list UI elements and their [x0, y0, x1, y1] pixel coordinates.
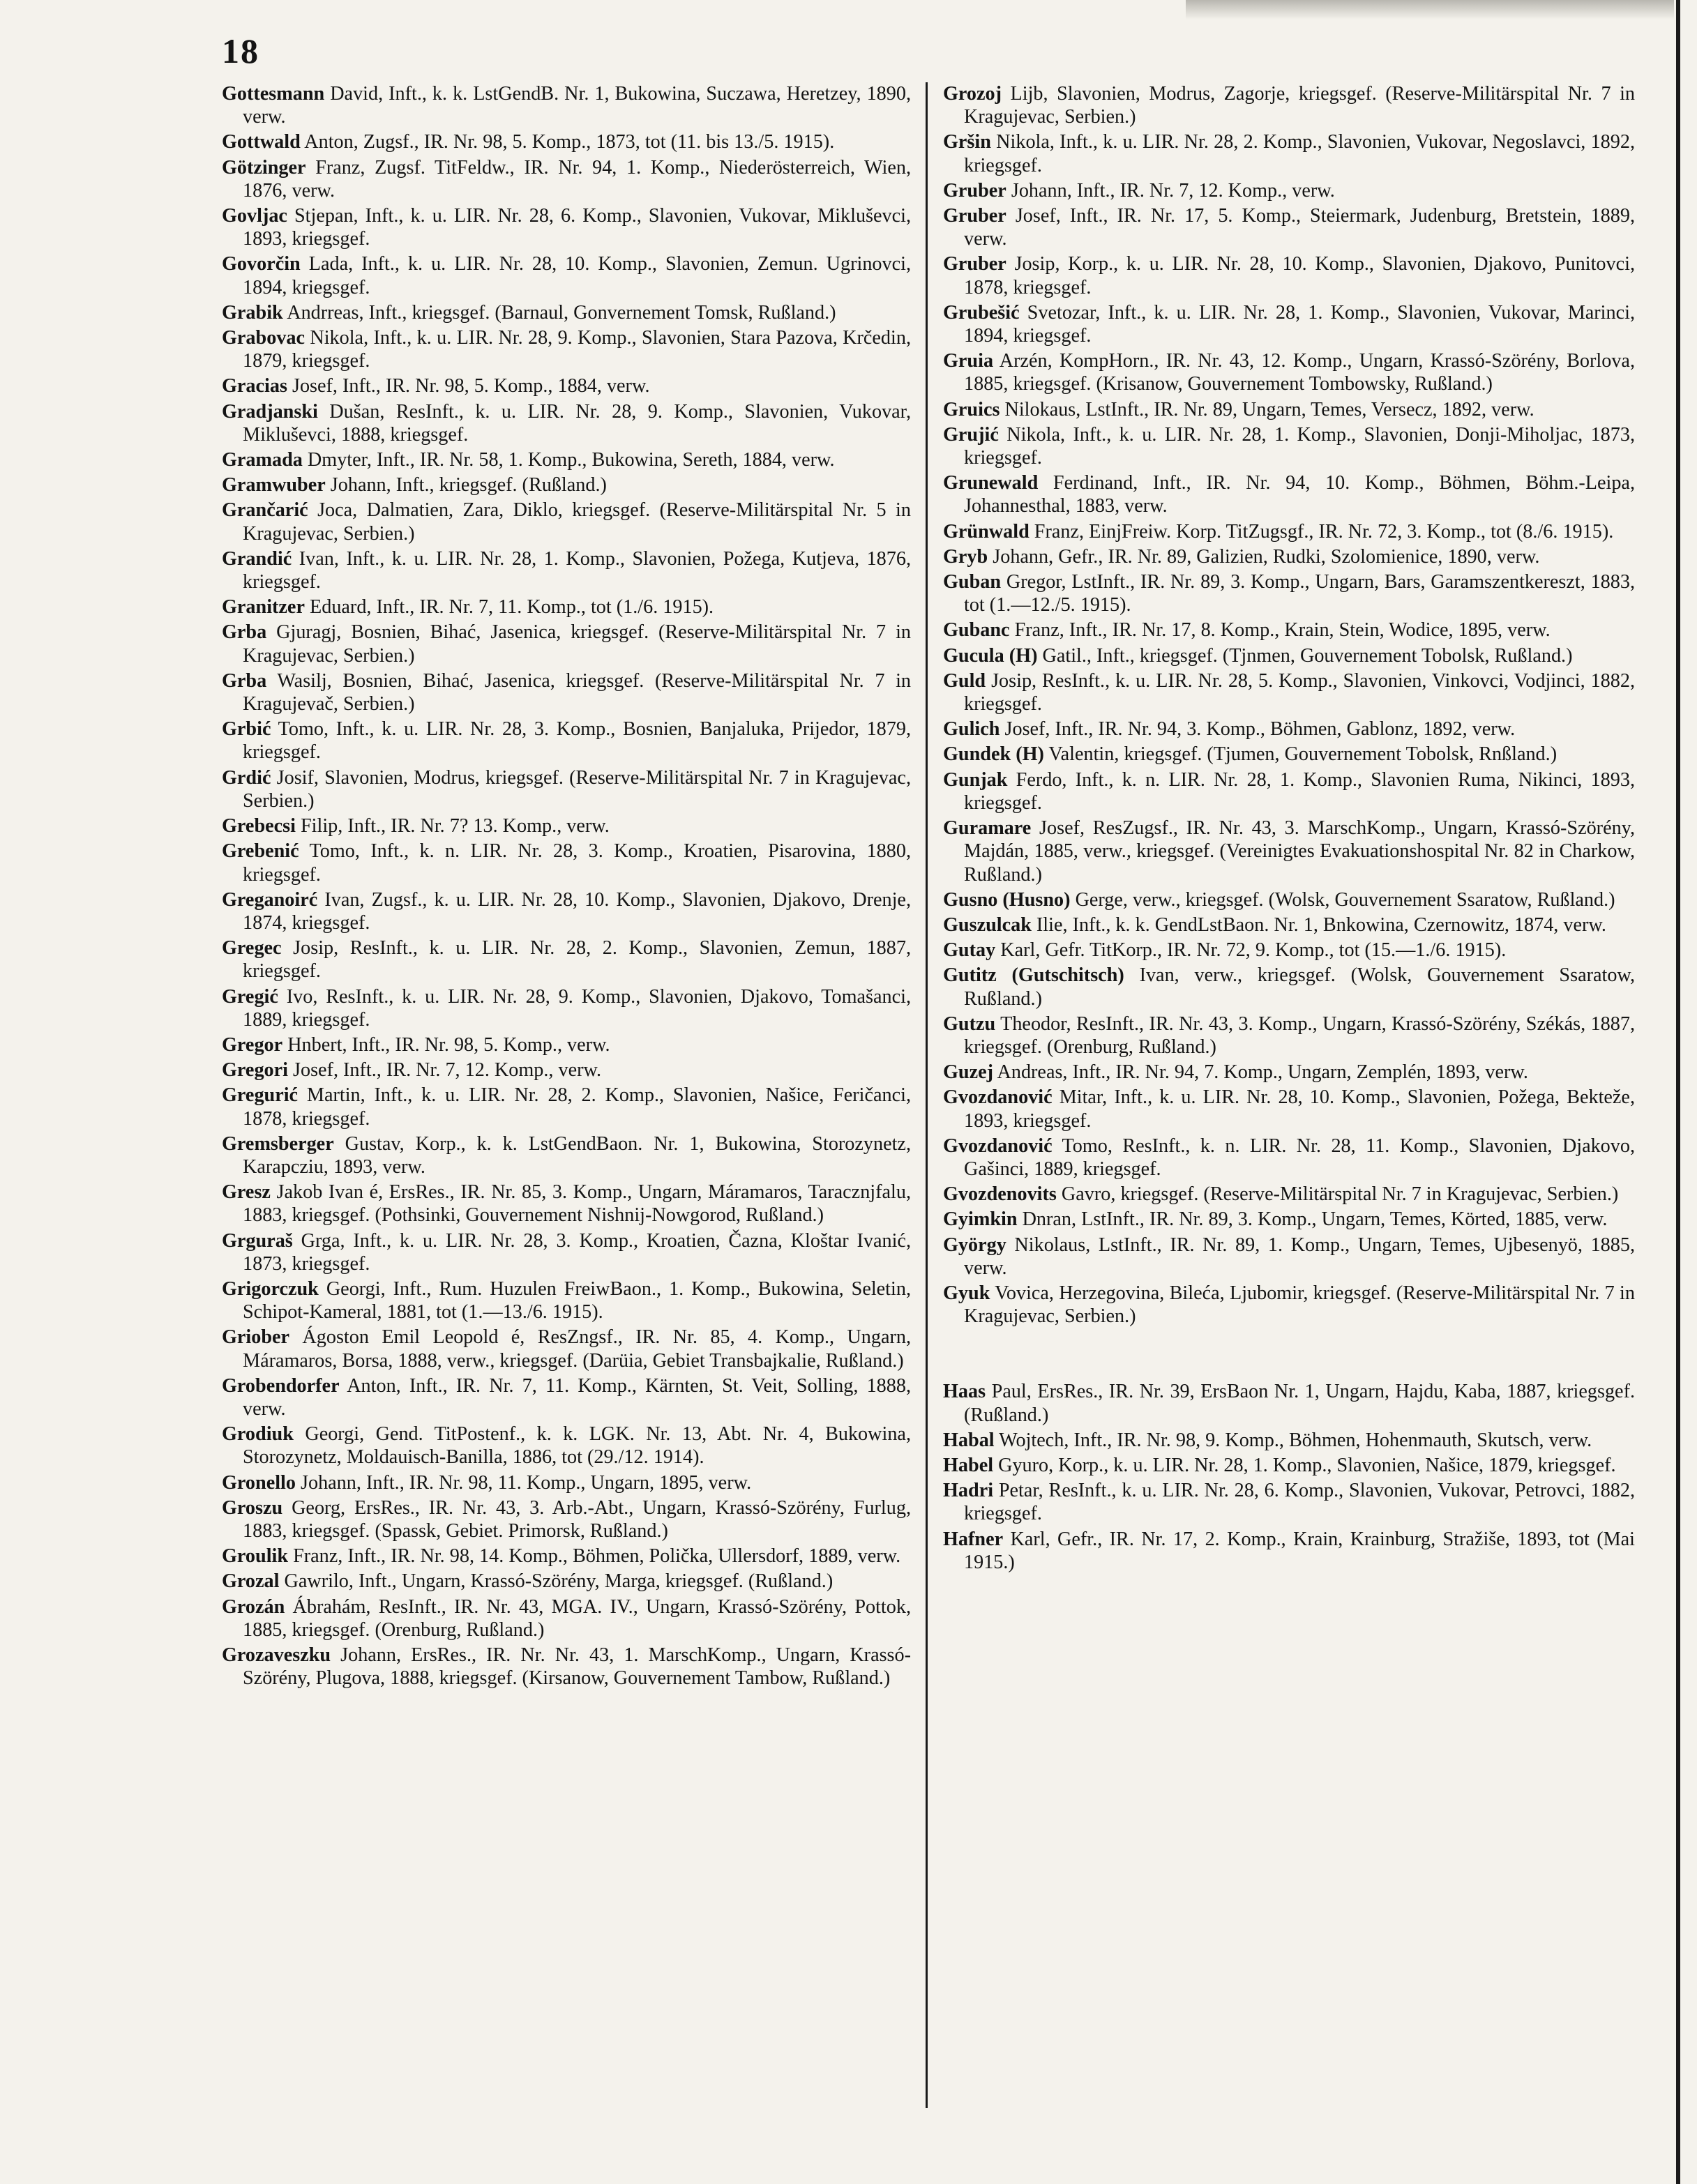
column-divider	[926, 82, 928, 2108]
register-entry	[222, 1644, 911, 1690]
register-entry	[943, 913, 1635, 936]
entry-details: Lada, Inft., k. u. LIR. Nr. 28, 10. Komp., Slavonien, Zemun. Ugrinovci, 1894, kriegsgef.	[243, 253, 911, 298]
register-entry	[943, 718, 1635, 741]
entry-details: Dnran, LstInft., IR. Nr. 89, 3. Komp., Ungarn, Temes, Körted, 1885, verw.	[1017, 1208, 1608, 1231]
entry-details: Tomo, Inft., k. n. LIR. Nr. 28, 3. Komp., Kroatien, Pisarovina, 1880, kriegsgef.	[243, 840, 911, 886]
entry-surname: Götzinger	[222, 156, 306, 179]
entry-surname: Gronello	[222, 1471, 296, 1494]
entry-details: Gawrilo, Inft., Ungarn, Krassó-Szörény, Marga, kriegsgef. (Rußland.)	[279, 1570, 834, 1593]
register-entry	[222, 130, 911, 153]
entry-surname: Granitzer	[222, 596, 305, 619]
entry-surname: Gracias	[222, 375, 287, 397]
entry-details: Valentin, kriegsgef. (Tjumen, Gouvernement Tobolsk, Rnßland.)	[1043, 743, 1558, 766]
register-entry	[222, 1545, 911, 1568]
register-entry	[943, 768, 1635, 814]
entry-surname: Griober	[222, 1326, 290, 1349]
register-entry	[222, 1570, 911, 1593]
register-entry	[222, 1059, 911, 1082]
entry-surname: Grubešić	[943, 301, 1020, 324]
register-entry	[222, 400, 911, 446]
entry-details: Karl, Gefr., IR. Nr. 17, 2. Komp., Krain, Krainburg, Stražiše, 1893, tot (Mai 1915.)	[964, 1528, 1635, 1573]
register-entry	[222, 1471, 911, 1494]
register-entry	[943, 82, 1635, 128]
entry-details: Josip, ResInft., k. u. LIR. Nr. 28, 2. Komp., Slavonien, Zemun, 1887, kriegsgef.	[243, 937, 911, 983]
register-entry	[943, 570, 1635, 616]
entry-surname: Gruics	[943, 398, 1000, 420]
entry-surname: Groszu	[222, 1496, 283, 1519]
entry-details: Mitar, Inft., k. u. LIR. Nr. 28, 10. Komp., Slavonien, Požega, Bekteže, 1893, kriegsgef.	[964, 1086, 1635, 1132]
register-entry	[943, 1183, 1635, 1206]
register-entry	[943, 964, 1635, 1010]
entry-details: Dušan, ResInft., k. u. LIR. Nr. 28, 9. Komp., Slavonien, Vukovar, Mikluševci, 1888, kriegsgef.	[243, 400, 911, 446]
entry-surname: Grandić	[222, 547, 292, 570]
entry-details: Nikola, Inft., k. u. LIR. Nr. 28, 9. Komp., Slavonien, Stara Pazova, Krčedin, 1879, kriegsgef.	[243, 327, 911, 372]
register-entry	[943, 545, 1635, 568]
entry-details: Franz, Zugsf. TitFeldw., IR. Nr. 94, 1. Komp., Niederösterreich, Wien, 1876, verw.	[243, 156, 911, 202]
register-entry	[943, 619, 1635, 642]
register-entry	[943, 398, 1635, 421]
register-entry	[943, 1234, 1635, 1280]
entry-surname: Gruber	[943, 253, 1006, 275]
entry-surname: Gramada	[222, 449, 303, 471]
entry-details: Martin, Inft., k. u. LIR. Nr. 28, 2. Komp., Slavonien, Našice, Feričanci, 1878, kriegsgef.	[243, 1084, 911, 1130]
register-entry	[943, 204, 1635, 250]
entry-surname: Haas	[943, 1381, 986, 1403]
entry-surname: Grba	[222, 669, 267, 692]
entry-surname: Habel	[943, 1454, 994, 1476]
entry-details: Petar, ResInft., k. u. LIR. Nr. 28, 6. Komp., Slavonien, Vukovar, Petrovci, 1882, kriegsgef.	[964, 1480, 1635, 1525]
entry-surname: Grebecsi	[222, 815, 296, 837]
register-entry	[222, 1084, 911, 1130]
register-entry	[943, 1528, 1635, 1574]
entry-surname: Gunjak	[943, 768, 1008, 791]
entry-details: Theodor, ResInft., IR. Nr. 43, 3. Komp., Ungarn, Krassó-Szörény, Székás, 1887, kriegsgef. (Orenburg, Rußland.)	[964, 1013, 1635, 1058]
entry-surname: Gruia	[943, 350, 994, 372]
entry-details: Anton, Zugsf., IR. Nr. 98, 5. Komp., 1873, tot (11. bis 13./5. 1915).	[300, 131, 835, 153]
entry-surname: Guld	[943, 669, 986, 692]
entry-surname: Gvozdanović	[943, 1135, 1053, 1157]
register-entry	[943, 423, 1635, 469]
entry-details: Ilie, Inft., k. k. GendLstBaon. Nr. 1, Bnkowina, Czernowitz, 1874, verw.	[1031, 913, 1606, 936]
right-column	[943, 82, 1635, 1576]
entry-surname: Gršin	[943, 131, 991, 153]
entry-surname: Gyimkin	[943, 1208, 1018, 1231]
entry-details: Franz, EinjFreiw. Korp. TitZugsgf., IR. Nr. 72, 3. Komp., tot (8./6. 1915).	[1029, 520, 1614, 543]
register-entry	[943, 301, 1635, 347]
register-entry	[943, 743, 1635, 766]
register-entry	[222, 596, 911, 619]
entry-surname: Gradjanski	[222, 400, 318, 423]
register-entry	[943, 1454, 1635, 1477]
entry-surname: Gutay	[943, 939, 996, 962]
entry-details: Gavro, kriegsgef. (Reserve-Militärspital Nr. 7 in Kragujevac, Serbien.)	[1056, 1183, 1619, 1206]
entry-details: Josef, Inft., IR. Nr. 7, 12. Komp., verw.	[287, 1059, 602, 1082]
entry-surname: Govljac	[222, 205, 287, 227]
entry-details: Grga, Inft., k. u. LIR. Nr. 28, 3. Komp., Kroatien, Čazna, Kloštar Ivanić, 1873, kriegsgef.	[243, 1229, 911, 1275]
entry-surname: Gyuk	[943, 1282, 990, 1304]
entry-details: Gjuragj, Bosnien, Bihać, Jasenica, kriegsgef. (Reserve-Militärspital Nr. 7 in Kragujevac, Serbien.)	[243, 621, 911, 667]
register-entry	[943, 1061, 1635, 1084]
entry-surname: Grančarić	[222, 499, 308, 522]
entry-details: Nikola, Inft., k. u. LIR. Nr. 28, 1. Komp., Slavonien, Donji-Miholjac, 1873, kriegsgef.	[964, 423, 1635, 469]
entry-details: Johann, ErsRes., IR. Nr. Nr. 43, 1. MarschKomp., Ungarn, Krassó-Szörény, Plugova, 1888, kriegsgef. (Kirsanow, Gouvernement Tambow, Rußland.)	[243, 1644, 911, 1690]
register-entry	[222, 1181, 911, 1227]
register-entry	[943, 1135, 1635, 1181]
register-entry	[222, 1374, 911, 1420]
register-entry	[943, 817, 1635, 886]
register-entry	[943, 1380, 1635, 1426]
entry-surname: Gresz	[222, 1181, 271, 1204]
entry-surname: Gregor	[222, 1033, 283, 1056]
entry-details: Georg, ErsRes., IR. Nr. 43, 3. Arb.-Abt., Ungarn, Krassó-Szörény, Furlug, 1883, kriegsgef. (Spassk, Gebiet. Primorsk, Rußland.)	[243, 1496, 911, 1542]
entry-surname: Habal	[943, 1429, 995, 1451]
register-entry	[222, 1132, 911, 1178]
section-g	[943, 82, 1635, 1328]
left-column	[222, 82, 911, 1692]
entry-surname: Gregori	[222, 1059, 288, 1082]
entry-details: Franz, Inft., IR. Nr. 17, 8. Komp., Krain, Stein, Wodice, 1895, verw.	[1009, 619, 1551, 642]
entry-details: Gerge, verw., kriegsgef. (Wolsk, Gouvernement Ssaratow, Rußland.)	[1070, 888, 1615, 911]
register-entry	[222, 156, 911, 202]
entry-details: Andrreas, Inft., kriegsgef. (Barnaul, Gonvernement Tomsk, Rußland.)	[282, 301, 836, 324]
entry-surname: Groulik	[222, 1545, 289, 1568]
entry-details: Ábrahám, ResInft., IR. Nr. 43, MGA. IV., Ungarn, Krassó-Szörény, Pottok, 1885, kriegsgef. (Orenburg, Rußland.)	[243, 1595, 911, 1641]
register-entry	[943, 644, 1635, 667]
register-entry	[943, 471, 1635, 517]
entry-details: Ferdo, Inft., k. n. LIR. Nr. 28, 1. Komp., Slavonien Ruma, Nikinci, 1893, kriegsgef.	[964, 768, 1635, 814]
entry-details: Ivan, Zugsf., k. u. LIR. Nr. 28, 10. Komp., Slavonien, Djakovo, Drenje, 1874, kriegsgef.	[243, 888, 911, 934]
entry-details: Franz, Inft., IR. Nr. 98, 14. Komp., Böhmen, Polička, Ullersdorf, 1889, verw.	[288, 1545, 901, 1568]
entry-details: Johann, Inft., kriegsgef. (Rußland.)	[325, 474, 607, 496]
register-entry	[943, 669, 1635, 715]
register-entry	[943, 1429, 1635, 1452]
entry-surname: Gubanc	[943, 619, 1010, 642]
entry-surname: Grebenić	[222, 840, 299, 863]
entry-details: Gustav, Korp., k. k. LstGendBaon. Nr. 1, Bukowina, Storozynetz, Karapcziu, 1893, verw.	[243, 1132, 911, 1178]
entry-details: Josip, Korp., k. u. LIR. Nr. 28, 10. Komp., Slavonien, Djakovo, Punitovci, 1878, kriegsgef.	[964, 253, 1635, 298]
entry-surname: Gvozdenovits	[943, 1183, 1057, 1206]
entry-surname: Grujić	[943, 423, 999, 446]
entry-details: Tomo, ResInft., k. n. LIR. Nr. 28, 11. Komp., Slavonien, Djakovo, Gašinci, 1889, kriegsgef.	[964, 1135, 1635, 1180]
entry-details: Georgi, Inft., Rum. Huzulen FreiwBaon., 1. Komp., Bukowina, Seletin, Schipot-Kameral, 1881, tot (1.—13./6. 1915).	[243, 1277, 911, 1324]
entry-surname: Greganoirć	[222, 888, 318, 911]
page-edge	[1676, 0, 1680, 2184]
entry-surname: Grbić	[222, 718, 271, 741]
entry-surname: Gvozdanović	[943, 1086, 1053, 1109]
entry-surname: Gucula (H)	[943, 644, 1038, 667]
register-entry	[222, 301, 911, 324]
entry-details: Ferdinand, Inft., IR. Nr. 94, 10. Komp., Böhmen, Böhm.-Leipa, Johannesthal, 1883, verw.	[964, 472, 1635, 517]
entry-details: Georgi, Gend. TitPostenf., k. k. LGK. Nr. 13, Abt. Nr. 4, Bukowina, Storozynetz, Moldauisch-Banilla, 1886, tot (29./12. 1914).	[243, 1423, 911, 1469]
register-entry	[222, 499, 911, 545]
register-entry	[943, 1282, 1635, 1328]
entry-surname: Grabik	[222, 301, 283, 324]
entry-details: Nikola, Inft., k. u. LIR. Nr. 28, 2. Komp., Slavonien, Vukovar, Negoslavci, 1892, kriegsgef.	[964, 131, 1635, 176]
entry-surname: Grunewald	[943, 472, 1039, 494]
register-entry	[222, 252, 911, 298]
entry-surname: Grabovac	[222, 327, 305, 349]
entry-details: Nilokaus, LstInft., IR. Nr. 89, Ungarn, Temes, Versecz, 1892, verw.	[1000, 398, 1534, 420]
register-entry	[222, 1423, 911, 1469]
entry-details: Stjepan, Inft., k. u. LIR. Nr. 28, 6. Komp., Slavonien, Vukovar, Mikluševci, 1893, kriegsgef.	[243, 205, 911, 250]
register-entry	[222, 840, 911, 886]
entry-details: Vovica, Herzegovina, Bileća, Ljubomir, kriegsgef. (Reserve-Militärspital Nr. 7 in Kragujevac, Serbien.)	[964, 1282, 1635, 1328]
register-entry	[943, 1479, 1635, 1525]
entry-details: Filip, Inft., IR. Nr. 7? 13. Komp., verw.	[295, 815, 610, 837]
entry-surname: Grguraš	[222, 1229, 293, 1252]
entry-details: Ivan, Inft., k. u. LIR. Nr. 28, 1. Komp., Slavonien, Požega, Kutjeva, 1876, kriegsgef.	[243, 547, 911, 593]
entry-surname: Gruber	[943, 205, 1006, 227]
entry-details: Joca, Dalmatien, Zara, Diklo, kriegsgef. (Reserve-Militärspital Nr. 5 in Kragujevac, Serbien.)	[243, 499, 911, 545]
entry-surname: Grobendorfer	[222, 1374, 340, 1397]
register-entry	[943, 1013, 1635, 1059]
entry-surname: Gottesmann	[222, 83, 325, 105]
entry-surname: Grdić	[222, 766, 271, 789]
register-entry	[222, 204, 911, 250]
entry-details: Gregor, LstInft., IR. Nr. 89, 3. Komp., Ungarn, Bars, Garamszentkereszt, 1883, tot (1.—12./5. 1915).	[964, 571, 1635, 616]
entry-details: Ivo, ResInft., k. u. LIR. Nr. 28, 9. Komp., Slavonien, Djakovo, Tomašanci, 1889, kriegsgef.	[243, 985, 911, 1031]
register-entry	[943, 130, 1635, 176]
entry-surname: Grünwald	[943, 520, 1029, 543]
entry-surname: Gusno (Husno)	[943, 888, 1071, 911]
entry-surname: Gulich	[943, 718, 1000, 741]
section-gap	[943, 1330, 1635, 1380]
entry-surname: Gryb	[943, 545, 988, 568]
entry-details: Josef, ResZugsf., IR. Nr. 43, 3. MarschKomp., Ungarn, Krassó-Szörény, Majdán, 1885, verw., kriegsgef. (Vereinigtes Evakuationshospital Nr. 82 in Charkow, Rußland.)	[964, 817, 1635, 886]
entry-surname: Guszulcak	[943, 913, 1032, 936]
register-entry	[222, 766, 911, 812]
register-entry	[222, 1033, 911, 1056]
register-entry	[222, 718, 911, 764]
register-entry	[222, 473, 911, 496]
entry-surname: Grodiuk	[222, 1423, 294, 1446]
entry-details: Wasilj, Bosnien, Bihać, Jasenica, kriegsgef. (Reserve-Militärspital Nr. 7 in Kragujevač, Serbien.)	[243, 669, 911, 715]
entry-details: Dmyter, Inft., IR. Nr. 58, 1. Komp., Bukowina, Sereth, 1884, verw.	[302, 449, 835, 471]
register-entry	[943, 349, 1635, 395]
entry-details: Hnbert, Inft., IR. Nr. 98, 5. Komp., verw.	[282, 1033, 610, 1056]
register-entry	[222, 374, 911, 397]
entry-surname: Grozaveszku	[222, 1644, 331, 1666]
entry-details: Paul, ErsRes., IR. Nr. 39, ErsBaon Nr. 1, Ungarn, Hajdu, Kaba, 1887, kriegsgef. (Rußland.)	[964, 1381, 1635, 1426]
register-entry	[222, 1326, 911, 1372]
register-entry	[943, 1208, 1635, 1231]
entry-surname: Grozán	[222, 1595, 285, 1618]
entry-surname: Guzej	[943, 1061, 994, 1084]
register-entry	[943, 1086, 1635, 1132]
register-entry	[222, 669, 911, 715]
entry-details: Josef, Inft., IR. Nr. 94, 3. Komp., Böhmen, Gablonz, 1892, verw.	[1000, 718, 1516, 741]
entry-details: Josif, Slavonien, Modrus, kriegsgef. (Reserve-Militärspital Nr. 7 in Kragujevac, Serbien.)	[243, 766, 911, 812]
entry-details: Wojtech, Inft., IR. Nr. 98, 9. Komp., Böhmen, Hohenmauth, Skutsch, verw.	[994, 1429, 1592, 1451]
scan-shadow	[1186, 0, 1674, 20]
entry-surname: Govorčin	[222, 253, 301, 275]
register-entry	[943, 939, 1635, 962]
section-h	[943, 1380, 1635, 1574]
entry-details: Nikolaus, LstInft., IR. Nr. 89, 1. Komp., Ungarn, Temes, Ujbesenyö, 1885, verw.	[964, 1234, 1635, 1279]
page-number: 18	[222, 31, 259, 70]
entry-details: Svetozar, Inft., k. u. LIR. Nr. 28, 1. Komp., Slavonien, Vukovar, Marinci, 1894, kriegsgef.	[964, 301, 1635, 347]
entry-surname: Gundek (H)	[943, 743, 1044, 766]
entry-details: Josip, ResInft., k. u. LIR. Nr. 28, 5. Komp., Slavonien, Vinkovci, Vodjinci, 1882, kriegsgef.	[964, 669, 1635, 715]
entry-details: Eduard, Inft., IR. Nr. 7, 11. Komp., tot (1./6. 1915).	[304, 596, 714, 619]
entry-surname: Grba	[222, 621, 267, 644]
entry-surname: Gregec	[222, 937, 282, 960]
register-entry	[222, 82, 911, 128]
entry-details: Ágoston Emil Leopold é, ResZngsf., IR. Nr. 85, 4. Komp., Ungarn, Máramaros, Borsa, 1888, verw., kriegsgef. (Darüia, Gebiet Transbajkalie, Rußland.)	[243, 1326, 911, 1372]
entry-surname: Gregić	[222, 985, 278, 1008]
register-entry	[222, 1496, 911, 1542]
register-entry	[222, 547, 911, 593]
entry-details: Andreas, Inft., IR. Nr. 94, 7. Komp., Ungarn, Zemplén, 1893, verw.	[993, 1061, 1528, 1084]
register-entry	[222, 621, 911, 667]
entry-details: Josef, Inft., IR. Nr. 98, 5. Komp., 1884, verw.	[287, 375, 650, 397]
register-entry	[222, 814, 911, 837]
register-entry	[943, 252, 1635, 298]
register-entry	[222, 1595, 911, 1641]
entry-details: Karl, Gefr. TitKorp., IR. Nr. 72, 9. Komp., tot (15.—1./6. 1915).	[995, 939, 1507, 962]
entry-details: Johann, Inft., IR. Nr. 98, 11. Komp., Ungarn, 1895, verw.	[295, 1471, 752, 1494]
entry-surname: Gramwuber	[222, 474, 326, 496]
register-entry	[222, 1277, 911, 1324]
entry-details: Josef, Inft., IR. Nr. 17, 5. Komp., Steiermark, Judenburg, Bretstein, 1889, verw.	[964, 205, 1635, 250]
register-entry	[943, 179, 1635, 202]
entry-details: Gatil., Inft., kriegsgef. (Tjnmen, Gouvernement Tobolsk, Rußland.)	[1037, 644, 1573, 667]
entry-details: Arzén, KompHorn., IR. Nr. 43, 12. Komp., Ungarn, Krassó-Szörény, Borlova, 1885, kriegsgef. (Krisanow, Gouvernement Tombowsky, Rußland.)	[964, 350, 1635, 395]
entry-details: Tomo, Inft., k. u. LIR. Nr. 28, 3. Komp., Bosnien, Banjaluka, Prijedor, 1879, kriegsgef.	[243, 718, 911, 764]
register-entry	[222, 888, 911, 934]
entry-surname: Grozoj	[943, 83, 1002, 105]
entry-details: Lijb, Slavonien, Modrus, Zagorje, kriegsgef. (Reserve-Militärspital Nr. 7 in Kragujevac, Serbien.)	[964, 83, 1635, 128]
register-entry	[222, 326, 911, 372]
entry-surname: Gruber	[943, 179, 1006, 202]
entry-surname: Grozal	[222, 1570, 280, 1593]
register-entry	[222, 985, 911, 1031]
entry-details: Johann, Gefr., IR. Nr. 89, Galizien, Rudki, Szolomienice, 1890, verw.	[988, 545, 1540, 568]
entry-surname: Guban	[943, 571, 1002, 593]
entry-details: Ivan, verw., kriegsgef. (Wolsk, Gouvernement Ssaratow, Rußland.)	[964, 964, 1635, 1010]
entry-surname: Gremsberger	[222, 1132, 334, 1155]
entry-surname: Gottwald	[222, 131, 301, 153]
entry-surname: György	[943, 1234, 1006, 1256]
register-entry	[222, 448, 911, 471]
register-entry	[222, 936, 911, 983]
register-entry	[943, 888, 1635, 911]
entry-surname: Gregurić	[222, 1084, 299, 1107]
entry-details: Gyuro, Korp., k. u. LIR. Nr. 28, 1. Komp., Slavonien, Našice, 1879, kriegsgef.	[993, 1454, 1616, 1476]
register-entry	[943, 520, 1635, 543]
entry-surname: Gutzu	[943, 1013, 996, 1035]
entry-surname: Hadri	[943, 1480, 994, 1502]
entry-details: David, Inft., k. k. LstGendB. Nr. 1, Bukowina, Suczawa, Heretzey, 1890, verw.	[243, 83, 911, 128]
entry-details: Jakob Ivan é, ErsRes., IR. Nr. 85, 3. Komp., Ungarn, Máramaros, Taracznjfalu, 1883, kriegsgef. (Pothsinki, Gouvernement Nishnij-Nowgorod, Rußland.)	[243, 1181, 911, 1227]
entry-surname: Guramare	[943, 817, 1032, 840]
entry-details: Anton, Inft., IR. Nr. 7, 11. Komp., Kärnten, St. Veit, Solling, 1888, verw.	[243, 1374, 911, 1420]
entry-surname: Gutitz (Gutschitsch)	[943, 964, 1124, 987]
entry-surname: Grigorczuk	[222, 1277, 319, 1300]
entry-surname: Hafner	[943, 1528, 1004, 1550]
entry-details: Johann, Inft., IR. Nr. 7, 12. Komp., verw.	[1006, 179, 1335, 202]
register-entry	[222, 1229, 911, 1275]
